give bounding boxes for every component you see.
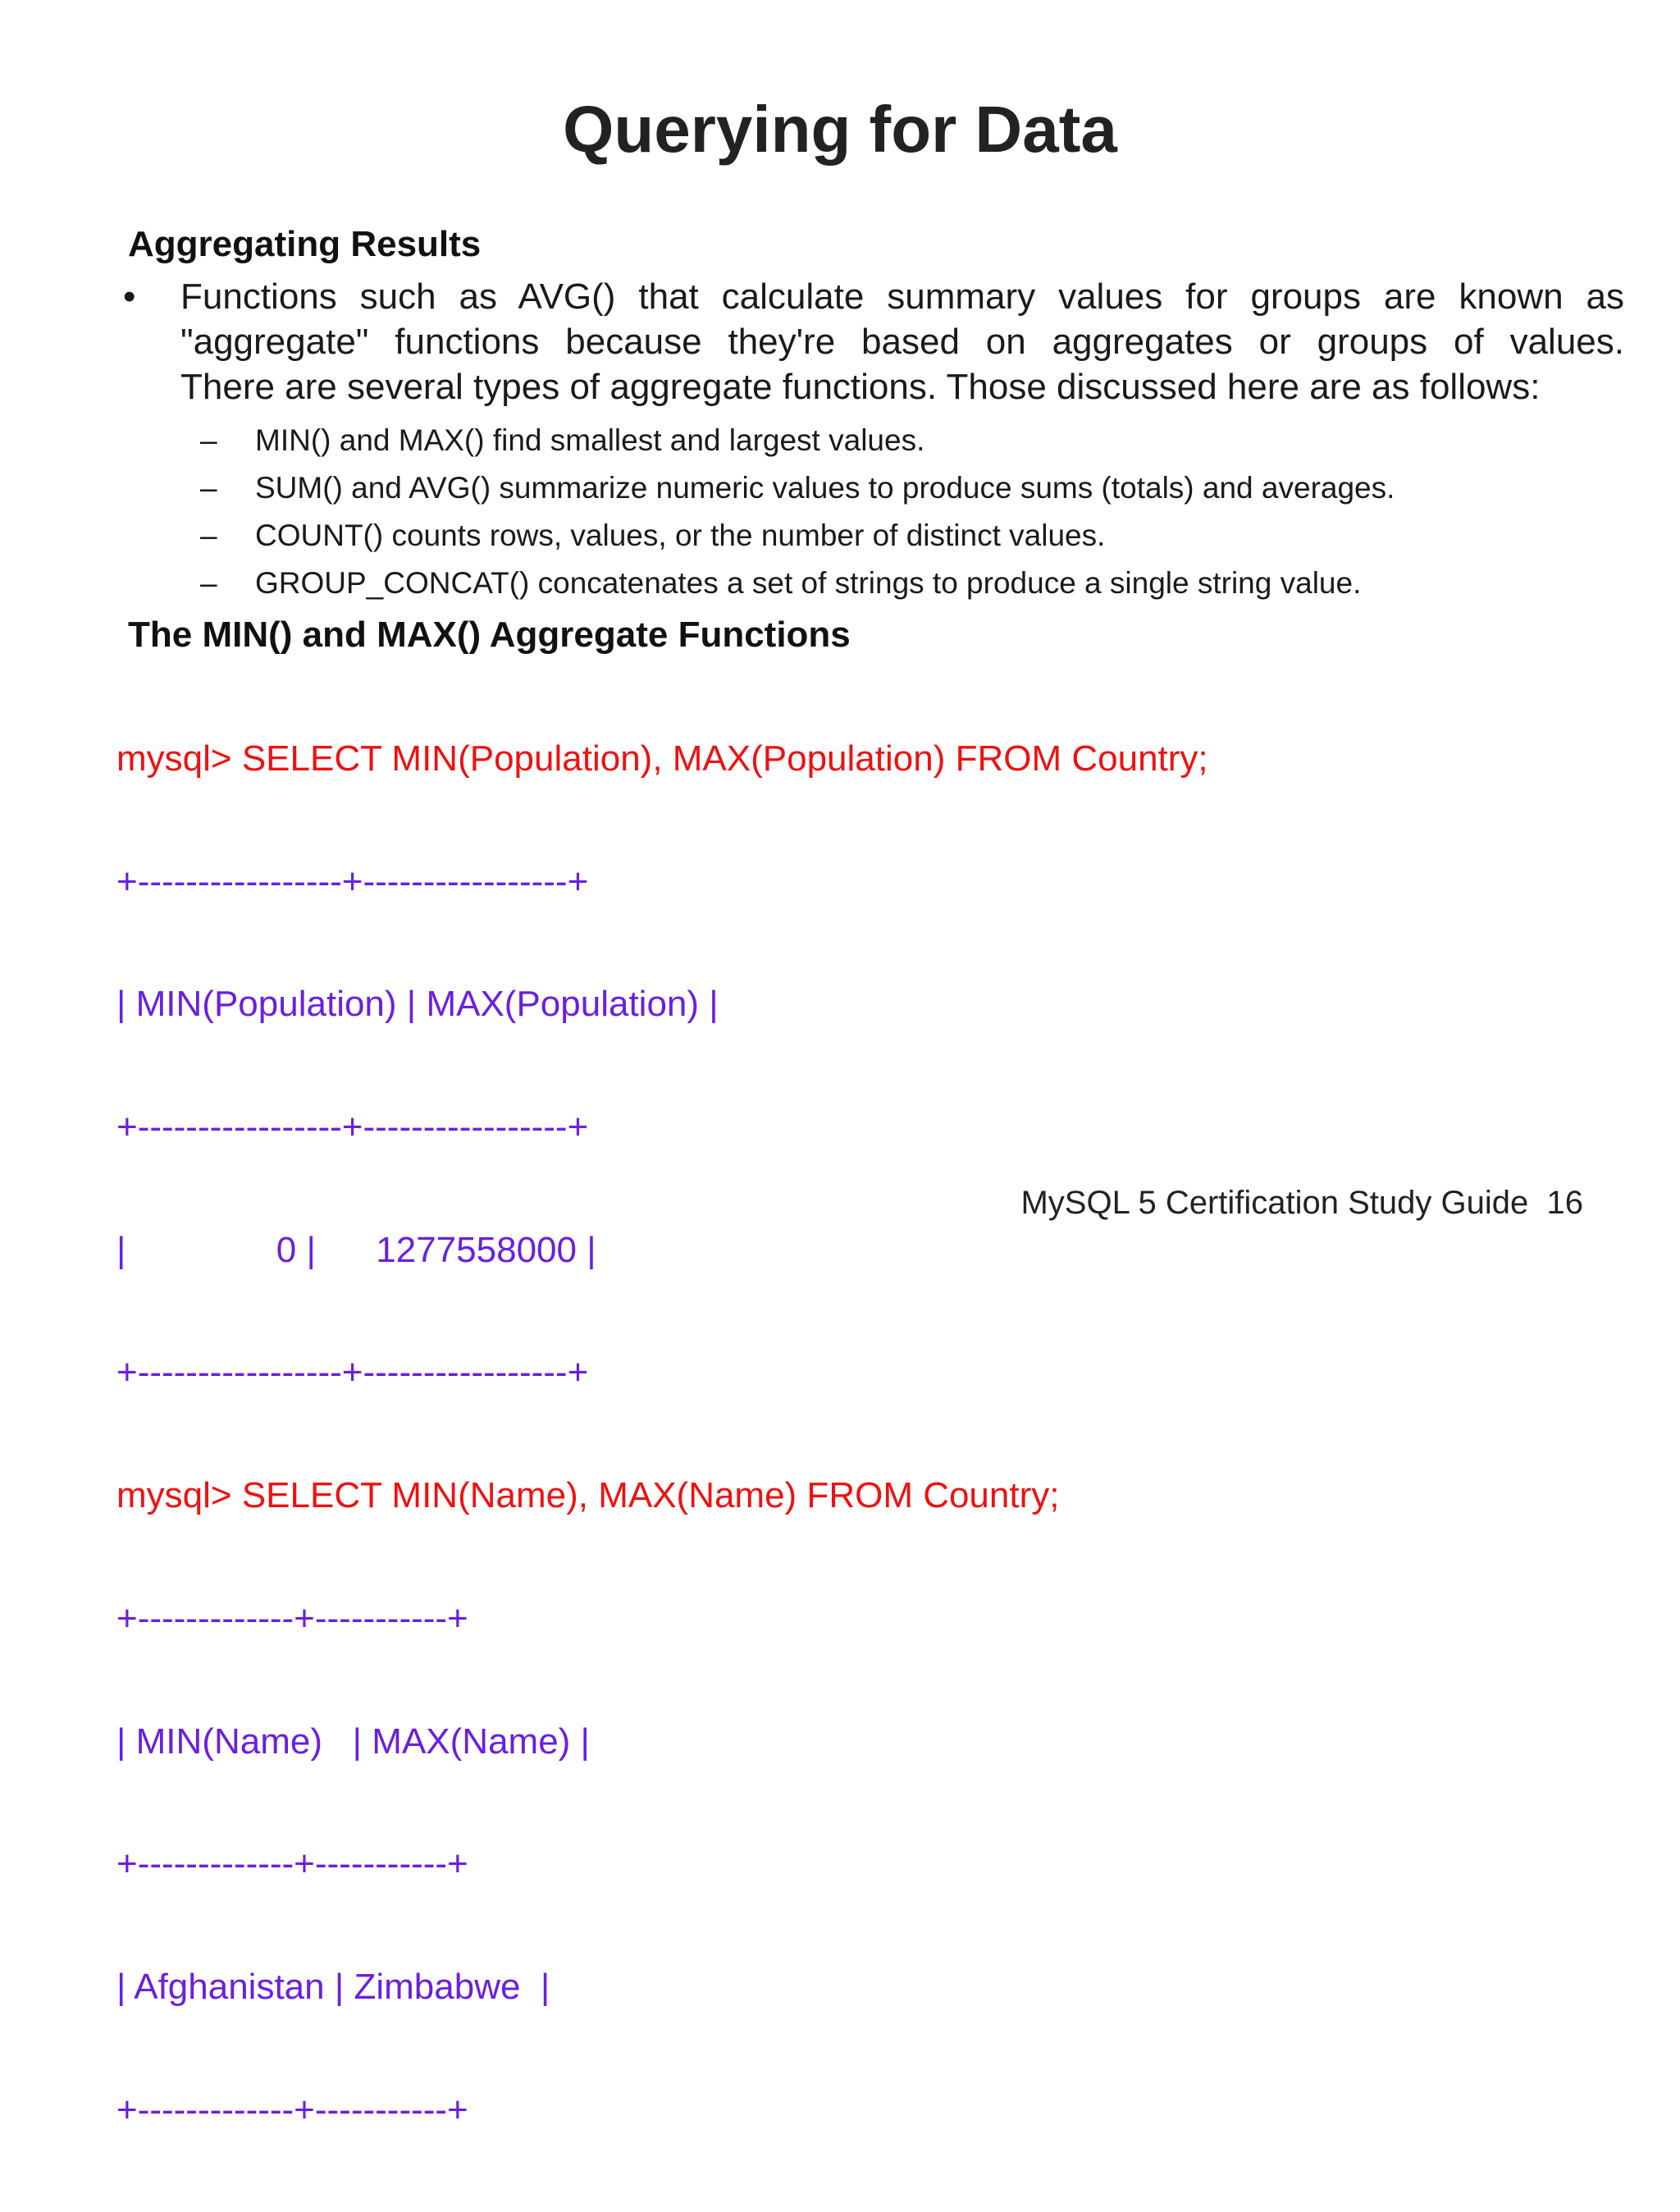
sub-item-text: MIN() and MAX() find smallest and largest values. xyxy=(255,423,925,457)
sub-item xyxy=(200,470,1595,518)
code-output-line: +-------------+-----------+ xyxy=(116,2089,468,2130)
sub-list xyxy=(200,423,1595,613)
sub-item xyxy=(200,423,1595,470)
sub-item xyxy=(200,518,1595,565)
code-output-line: +-----------------+-----------------+ xyxy=(116,1352,589,1393)
code-command-line: mysql> SELECT MIN(Population), MAX(Population) FROM Country; xyxy=(116,738,1208,779)
code-output-line: +-----------------+-----------------+ xyxy=(116,861,589,902)
sub-item-dash: – xyxy=(200,423,217,457)
code-output-line: | MIN(Population) | MAX(Population) | xyxy=(116,984,719,1025)
sub-item-text: SUM() and AVG() summarize numeric values to produce sums (totals) and averages. xyxy=(255,471,1395,505)
code-output-line: +-----------------+-----------------+ xyxy=(116,1107,589,1148)
bullet-text-last: There are several types of aggregate functions. Those discussed here are as follows: xyxy=(180,367,1541,407)
section-heading: Aggregating Results xyxy=(128,224,482,264)
footer-guide: MySQL 5 Certification Study Guide xyxy=(1020,1185,1529,1221)
slide-title: Querying for Data xyxy=(563,93,1117,166)
code-output-line: +-------------+-----------+ xyxy=(116,1844,468,1885)
sub-item-text: COUNT() counts rows, values, or the number of distinct values. xyxy=(255,519,1106,552)
footer-page-number: 16 xyxy=(1546,1185,1583,1221)
sub-item xyxy=(200,565,1595,613)
code-output-line: +-------------+-----------+ xyxy=(116,1597,468,1638)
bullet-text xyxy=(180,274,1624,409)
code-output-line: | Afghanistan | Zimbabwe | xyxy=(116,1966,550,2007)
footer xyxy=(1020,1183,1583,1223)
code-output-line: | MIN(Name) | MAX(Name) | xyxy=(116,1721,590,1762)
code-block xyxy=(116,656,1208,2212)
sub-item-dash: – xyxy=(200,566,217,600)
sub-item-text: GROUP_CONCAT() concatenates a set of strings to produce a single string value. xyxy=(255,566,1362,600)
bullet-mark: • xyxy=(123,276,136,317)
sub-item-dash: – xyxy=(200,471,217,505)
bullet-text-main: Functions such as AVG() that calculate summary values for groups are known as "aggregate" functions because they're based on aggregates or groups of values. xyxy=(180,276,1624,362)
code-output-line: | 0 | 1277558000 | xyxy=(116,1229,596,1270)
code-command-line: mysql> SELECT MIN(Name), MAX(Name) FROM Country; xyxy=(116,1475,1060,1516)
subsection-heading: The MIN() and MAX() Aggregate Functions xyxy=(128,615,851,655)
sub-item-dash: – xyxy=(200,519,217,552)
